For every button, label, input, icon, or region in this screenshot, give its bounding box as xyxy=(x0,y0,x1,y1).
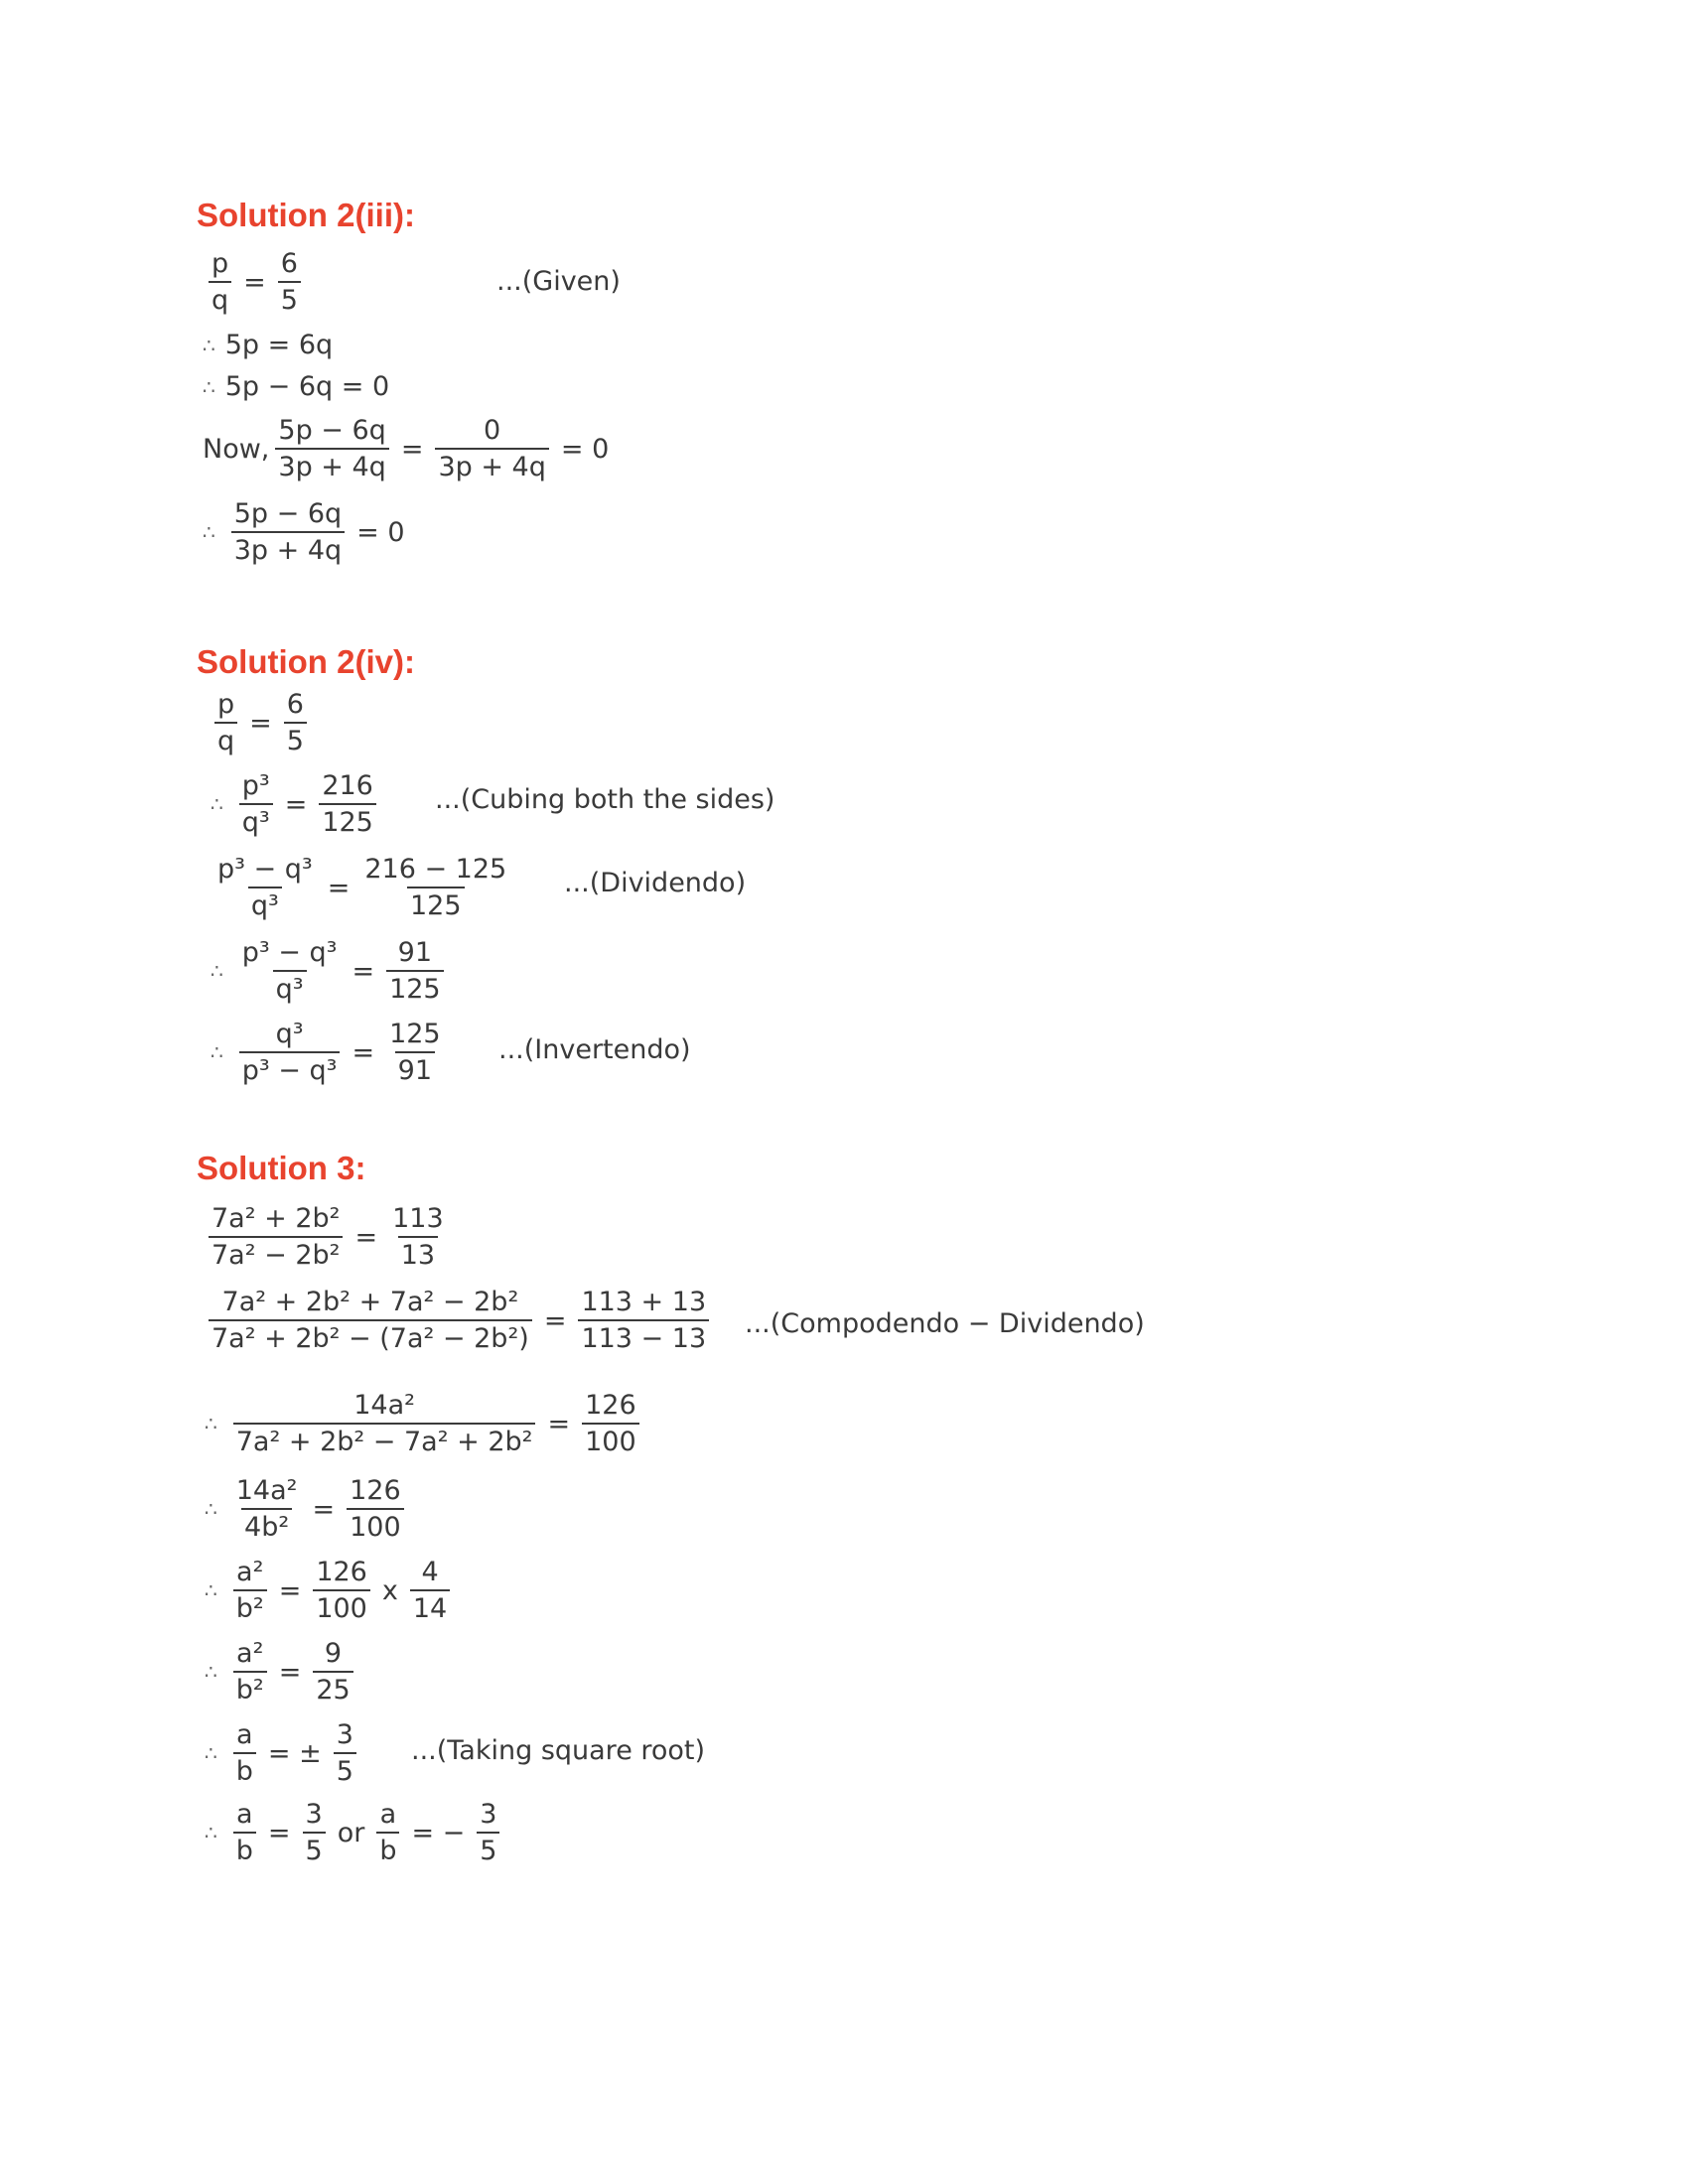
equals-zero: = 0 xyxy=(356,516,405,548)
numerator: 216 xyxy=(322,770,373,801)
fraction xyxy=(239,1019,341,1086)
numerator: 126 xyxy=(316,1557,367,1587)
denominator: 100 xyxy=(347,1508,404,1543)
numerator: 14a² xyxy=(235,1475,298,1506)
denominator: 5 xyxy=(284,722,307,756)
equals: = xyxy=(249,707,272,739)
fraction xyxy=(233,1799,256,1866)
fraction xyxy=(209,1203,343,1271)
numerator: 6 xyxy=(280,248,298,279)
denominator: p³ − q³ xyxy=(239,1051,341,1086)
therefore-symbol: ∴ xyxy=(211,792,223,817)
therefore-symbol: ∴ xyxy=(203,520,215,545)
therefore-symbol: ∴ xyxy=(205,1578,217,1603)
denominator: 125 xyxy=(319,803,376,838)
denominator: 3p + 4q xyxy=(231,531,345,566)
equation-line xyxy=(203,415,615,482)
annotation: ...(Cubing both the sides) xyxy=(435,784,775,815)
denominator: 3p + 4q xyxy=(435,448,548,482)
fraction xyxy=(233,1475,301,1543)
fraction xyxy=(386,937,444,1005)
denominator: 25 xyxy=(313,1671,352,1706)
equals-plus-minus: = ± xyxy=(267,1737,322,1769)
equation-line xyxy=(203,248,307,316)
numerator: a² xyxy=(236,1638,264,1669)
equals-zero: = 0 xyxy=(560,433,610,465)
equation-line xyxy=(205,1799,505,1866)
equation-text: 5p − 6q = 0 xyxy=(224,371,390,402)
section-heading-2iv: Solution 2(iv): xyxy=(197,643,415,680)
fraction xyxy=(209,1287,532,1354)
numerator: 6 xyxy=(286,689,304,720)
denominator: 125 xyxy=(386,970,444,1005)
fraction xyxy=(376,1799,399,1866)
annotation: ...(Compodendo − Dividendo) xyxy=(745,1308,1145,1339)
fraction xyxy=(233,1719,256,1787)
numerator: 126 xyxy=(350,1475,401,1506)
annotation: ...(Taking square root) xyxy=(411,1735,706,1766)
fraction xyxy=(233,1638,267,1706)
equals: = xyxy=(327,872,351,903)
numerator: a xyxy=(236,1799,253,1830)
fraction xyxy=(334,1719,356,1787)
fraction xyxy=(347,1475,404,1543)
numerator: a² xyxy=(236,1557,264,1587)
therefore-symbol: ∴ xyxy=(205,1741,217,1766)
times-symbol: x xyxy=(381,1574,398,1606)
annotation: ...(Invertendo) xyxy=(498,1034,691,1065)
denominator: 5 xyxy=(334,1752,356,1787)
equation-text: 5p = 6q xyxy=(224,330,334,360)
denominator: q³ xyxy=(239,803,273,838)
denominator: b² xyxy=(233,1589,267,1624)
fraction xyxy=(361,854,509,921)
therefore-symbol: ∴ xyxy=(211,1040,223,1065)
therefore-symbol: ∴ xyxy=(205,1660,217,1685)
equals: = xyxy=(547,1408,571,1439)
numerator: 7a² + 2b² + 7a² − 2b² xyxy=(221,1287,519,1317)
equals: = xyxy=(243,266,266,298)
equation-line xyxy=(209,689,313,756)
equation-line xyxy=(205,1638,359,1706)
numerator: 216 − 125 xyxy=(364,854,507,885)
numerator: 5p − 6q xyxy=(278,415,386,446)
numerator: 9 xyxy=(324,1638,343,1669)
fraction xyxy=(233,1390,536,1457)
fraction xyxy=(435,415,548,482)
equation-line xyxy=(203,1287,715,1354)
therefore-symbol: ∴ xyxy=(205,1497,217,1522)
denominator: 5 xyxy=(278,281,301,316)
denominator: q³ xyxy=(273,970,307,1005)
denominator: q xyxy=(209,281,231,316)
fraction xyxy=(303,1799,326,1866)
numerator: 125 xyxy=(389,1019,441,1049)
fraction xyxy=(233,1557,267,1624)
equation-line xyxy=(205,1390,645,1457)
denominator: 5 xyxy=(477,1832,499,1866)
therefore-symbol: ∴ xyxy=(211,959,223,984)
equation-line xyxy=(211,937,450,1005)
denominator: 7a² + 2b² − (7a² − 2b²) xyxy=(209,1319,532,1354)
equals: = xyxy=(284,788,308,820)
denominator: 5 xyxy=(303,1832,326,1866)
equation-line xyxy=(211,1019,450,1086)
numerator: 113 xyxy=(392,1203,444,1234)
equation-line xyxy=(203,330,333,360)
fraction xyxy=(278,248,301,316)
denominator: q³ xyxy=(248,887,282,921)
equals: = xyxy=(352,1036,375,1068)
equals: = xyxy=(312,1493,336,1525)
denominator: b xyxy=(233,1832,256,1866)
denominator: 13 xyxy=(398,1236,438,1271)
equation-line xyxy=(205,1719,362,1787)
section-heading-3: Solution 3: xyxy=(197,1150,366,1186)
equals: = xyxy=(278,1656,302,1688)
numerator: p³ − q³ xyxy=(217,854,313,885)
numerator: 4 xyxy=(421,1557,439,1587)
fraction xyxy=(275,415,388,482)
therefore-symbol: ∴ xyxy=(205,1821,217,1845)
prefix-text: Now, xyxy=(203,433,270,465)
equals: = xyxy=(354,1221,378,1253)
fraction xyxy=(231,498,345,566)
fraction xyxy=(578,1287,709,1354)
denominator: q xyxy=(214,722,237,756)
numerator: q³ xyxy=(275,1019,304,1049)
numerator: p xyxy=(217,689,235,720)
fraction xyxy=(386,1019,444,1086)
numerator: 0 xyxy=(484,415,501,446)
equation-line xyxy=(205,1475,410,1543)
numerator: 5p − 6q xyxy=(233,498,343,529)
equation-line xyxy=(203,371,389,402)
annotation: ...(Dividendo) xyxy=(564,868,747,898)
equation-line xyxy=(203,1203,453,1271)
fraction xyxy=(477,1799,499,1866)
denominator: 91 xyxy=(395,1051,435,1086)
equals: = xyxy=(400,433,424,465)
equation-line xyxy=(211,770,382,838)
denominator: b xyxy=(376,1832,399,1866)
numerator: a xyxy=(236,1719,253,1750)
denominator: 125 xyxy=(407,887,465,921)
numerator: 3 xyxy=(336,1719,353,1750)
equals-minus: = − xyxy=(411,1817,466,1848)
or-text: or xyxy=(337,1817,365,1848)
denominator: 3p + 4q xyxy=(275,448,388,482)
therefore-symbol: ∴ xyxy=(203,374,215,399)
fraction xyxy=(313,1557,370,1624)
therefore-symbol: ∴ xyxy=(203,333,215,357)
denominator: 100 xyxy=(313,1589,370,1624)
numerator: a xyxy=(379,1799,397,1830)
annotation: ...(Given) xyxy=(496,266,621,297)
fraction xyxy=(319,770,376,838)
equation-line xyxy=(209,854,515,921)
equation-line xyxy=(205,1557,456,1624)
numerator: 126 xyxy=(585,1390,636,1421)
denominator: 7a² + 2b² − 7a² + 2b² xyxy=(233,1423,536,1457)
therefore-symbol: ∴ xyxy=(205,1412,217,1436)
numerator: p³ − q³ xyxy=(241,937,338,968)
fraction xyxy=(239,937,341,1005)
denominator: b xyxy=(233,1752,256,1787)
equation-line xyxy=(203,498,411,566)
fraction xyxy=(389,1203,447,1271)
numerator: 3 xyxy=(480,1799,497,1830)
denominator: 113 − 13 xyxy=(578,1319,709,1354)
equals: = xyxy=(278,1574,302,1606)
denominator: 100 xyxy=(582,1423,639,1457)
fraction xyxy=(284,689,307,756)
fraction xyxy=(214,689,237,756)
fraction xyxy=(239,770,273,838)
fraction xyxy=(214,854,316,921)
numerator: p xyxy=(211,248,229,279)
denominator: b² xyxy=(233,1671,267,1706)
denominator: 4b² xyxy=(241,1508,292,1543)
fraction xyxy=(582,1390,639,1457)
denominator: 14 xyxy=(410,1589,450,1624)
numerator: 113 + 13 xyxy=(581,1287,707,1317)
section-heading-2iii: Solution 2(iii): xyxy=(197,197,415,233)
numerator: 14a² xyxy=(353,1390,415,1421)
numerator: 91 xyxy=(397,937,433,968)
fraction xyxy=(410,1557,450,1624)
numerator: 3 xyxy=(305,1799,323,1830)
numerator: p³ xyxy=(241,770,270,801)
equals: = xyxy=(267,1817,291,1848)
fraction xyxy=(209,248,231,316)
numerator: 7a² + 2b² xyxy=(211,1203,341,1234)
equals: = xyxy=(352,955,375,987)
fraction xyxy=(313,1638,352,1706)
equals: = xyxy=(543,1304,567,1336)
denominator: 7a² − 2b² xyxy=(209,1236,343,1271)
